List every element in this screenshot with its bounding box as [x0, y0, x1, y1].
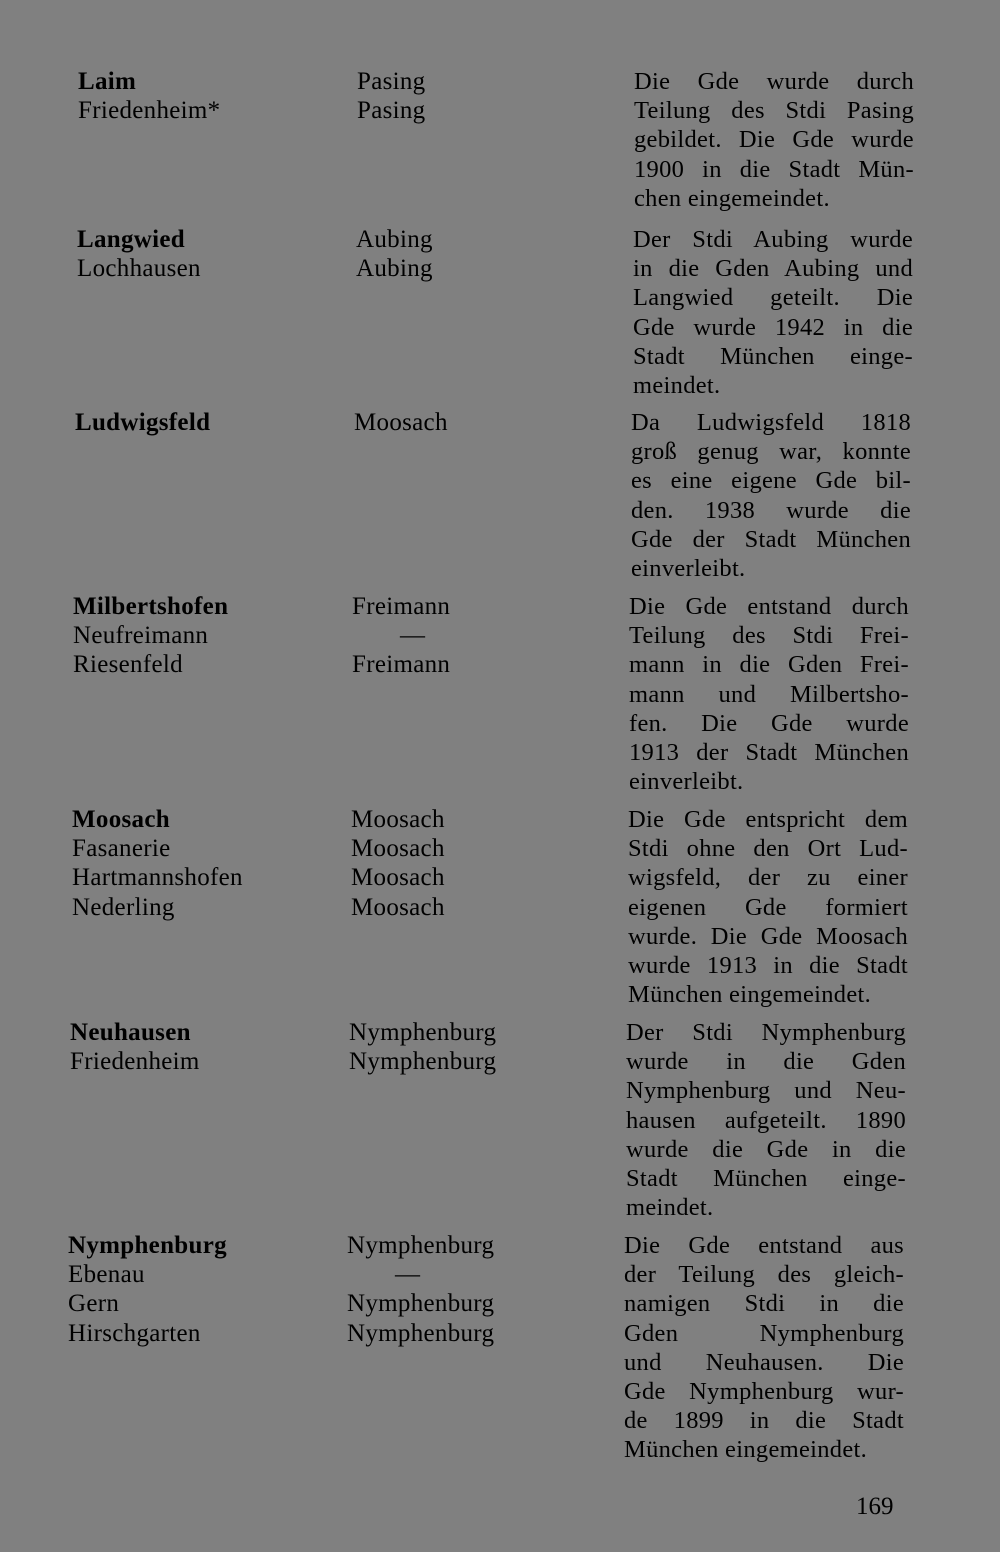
- place-name: Friedenheim: [70, 1048, 200, 1076]
- place-names: [75, 408, 345, 437]
- place-name: Neufreimann: [73, 622, 209, 650]
- place-names: [72, 805, 342, 922]
- note-line: mann und Milbertsho-: [629, 680, 909, 708]
- note-line: Gde Nymphenburg wur-: [624, 1377, 904, 1405]
- note-line: wurde die Gde in die: [626, 1135, 906, 1163]
- origin-names: [354, 408, 594, 437]
- note-line: wigsfeld, der zu einer: [628, 864, 908, 892]
- place-names: [73, 592, 343, 680]
- origin-name: —: [400, 622, 426, 650]
- note-line: meindet.: [633, 371, 721, 399]
- origin-name: Moosach: [354, 409, 448, 436]
- origin-name: Moosach: [351, 835, 445, 863]
- history-note: [628, 805, 908, 1009]
- history-note: [631, 408, 911, 583]
- origin-name: Pasing: [357, 97, 426, 125]
- note-line: Der Stdi Nymphenburg: [626, 1019, 906, 1046]
- place-name: Gern: [68, 1290, 120, 1318]
- note-line: mann in die Gden Frei-: [629, 651, 909, 679]
- note-line: den. 1938 wurde die: [631, 496, 911, 524]
- note-line: eigenen Gde formiert: [628, 893, 908, 921]
- place-names: [78, 67, 348, 125]
- place-name: Milbertshofen: [73, 593, 229, 620]
- note-line: Stdi ohne den Ort Lud-: [628, 835, 908, 863]
- note-line: Die Gde wurde durch: [634, 68, 914, 95]
- note-line: Die Gde entstand aus: [624, 1232, 904, 1259]
- history-note: [634, 67, 914, 213]
- note-line: München eingemeindet.: [624, 1436, 868, 1464]
- origin-name: Nymphenburg: [349, 1019, 497, 1046]
- place-name: Riesenfeld: [73, 651, 183, 679]
- note-line: 1900 in die Stadt Mün-: [634, 155, 914, 183]
- origin-names: [349, 1018, 589, 1076]
- note-line: Da Ludwigsfeld 1818: [631, 409, 911, 436]
- place-names: [68, 1231, 338, 1348]
- note-line: namigen Stdi in die: [624, 1290, 904, 1318]
- note-line: der Teilung des gleich-: [624, 1261, 904, 1289]
- note-line: Gde der Stadt München: [631, 525, 911, 553]
- note-line: fen. Die Gde wurde: [629, 709, 909, 737]
- note-line: wurde in die Gden: [626, 1048, 906, 1076]
- note-line: gebildet. Die Gde wurde: [634, 126, 914, 154]
- place-name: Laim: [78, 68, 137, 95]
- note-line: Gden Nymphenburg: [624, 1319, 904, 1347]
- origin-name: Aubing: [356, 255, 433, 283]
- note-line: in die Gden Aubing und: [633, 255, 913, 283]
- place-name: Ludwigsfeld: [75, 409, 211, 436]
- origin-name: Nymphenburg: [347, 1232, 495, 1259]
- note-line: Nymphenburg und Neu-: [626, 1077, 906, 1105]
- note-line: einverleibt.: [629, 768, 744, 796]
- place-name: Neuhausen: [70, 1019, 191, 1046]
- note-line: Die Gde entstand durch: [629, 593, 909, 620]
- place-names: [70, 1018, 340, 1076]
- place-name: Lochhausen: [77, 255, 201, 283]
- note-line: groß genug war, konnte: [631, 438, 911, 466]
- note-line: Langwied geteilt. Die: [633, 284, 913, 312]
- place-name: Langwied: [77, 226, 185, 253]
- place-name: Moosach: [72, 806, 170, 833]
- origin-name: —: [395, 1261, 421, 1289]
- note-line: München eingemeindet.: [628, 981, 872, 1009]
- history-note: [629, 592, 909, 796]
- origin-name: Nymphenburg: [347, 1319, 495, 1347]
- origin-name: Freimann: [352, 593, 451, 620]
- place-name: Nymphenburg: [68, 1232, 227, 1259]
- history-note: [633, 225, 913, 400]
- note-line: Stadt München einge-: [633, 342, 913, 370]
- origin-name: Moosach: [351, 893, 445, 921]
- place-names: [77, 225, 347, 283]
- note-line: Die Gde entspricht dem: [628, 806, 908, 833]
- history-note: [626, 1018, 906, 1222]
- origin-name: Nymphenburg: [349, 1048, 497, 1076]
- place-name: Friedenheim*: [78, 97, 221, 125]
- note-line: wurde 1913 in die Stadt: [628, 951, 908, 979]
- note-line: einverleibt.: [631, 554, 746, 582]
- note-line: Der Stdi Aubing wurde: [633, 226, 913, 253]
- note-line: de 1899 in die Stadt: [624, 1407, 904, 1435]
- note-line: Teilung des Stdi Pasing: [634, 97, 914, 125]
- origin-names: [347, 1231, 587, 1348]
- place-name: Ebenau: [68, 1261, 145, 1289]
- origin-name: Aubing: [356, 226, 433, 253]
- note-line: es eine eigene Gde bil-: [631, 467, 911, 495]
- history-note: [624, 1231, 904, 1465]
- origin-names: [357, 67, 597, 125]
- note-line: hausen aufgeteilt. 1890: [626, 1106, 906, 1134]
- origin-name: Pasing: [357, 68, 426, 95]
- origin-name: Moosach: [351, 806, 445, 833]
- origin-name: Nymphenburg: [347, 1290, 495, 1318]
- note-line: 1913 der Stadt München: [629, 738, 909, 766]
- origin-names: [351, 805, 591, 922]
- note-line: wurde. Die Gde Moosach: [628, 922, 908, 950]
- place-name: Nederling: [72, 893, 175, 921]
- place-name: Hirschgarten: [68, 1319, 201, 1347]
- note-line: chen eingemeindet.: [634, 184, 830, 212]
- note-line: und Neuhausen. Die: [624, 1348, 904, 1376]
- note-line: Stadt München einge-: [626, 1164, 906, 1192]
- note-line: meindet.: [626, 1194, 714, 1222]
- origin-names: [352, 592, 592, 680]
- page-number: 169: [856, 1493, 894, 1520]
- place-name: Hartmannshofen: [72, 864, 243, 892]
- origin-name: Moosach: [351, 864, 445, 892]
- note-line: Teilung des Stdi Frei-: [629, 622, 909, 650]
- origin-name: Freimann: [352, 651, 451, 679]
- place-name: Fasanerie: [72, 835, 171, 863]
- origin-names: [356, 225, 596, 283]
- note-line: Gde wurde 1942 in die: [633, 313, 913, 341]
